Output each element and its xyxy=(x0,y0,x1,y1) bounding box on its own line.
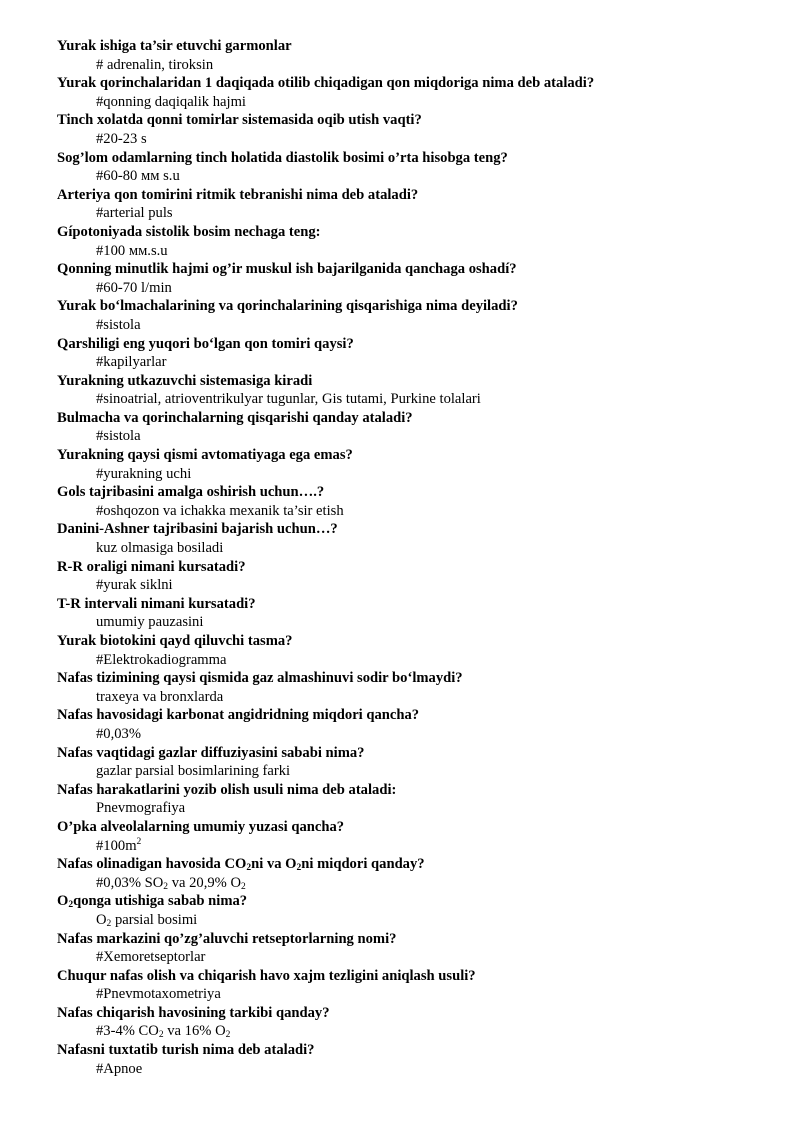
qa-item xyxy=(57,632,777,669)
question-text: Yurak boʻlmachalarining va qorinchalarining qisqarishiga nima deyiladi? xyxy=(57,298,518,315)
question-text: T-R intervali nimani kursatadi? xyxy=(57,595,256,612)
question-text: Bulmacha va qorinchalarning qisqarishi qanday ataladi? xyxy=(57,409,413,426)
answer-text: #sinoatrial, atrioventrikulyar tugunlar, Gis tutami, Purkine tolalari xyxy=(96,391,481,408)
qa-item xyxy=(57,1004,777,1041)
qa-item xyxy=(57,186,777,223)
question-text: Yurak qorinchalaridan 1 daqiqada otilib chiqadigan qon miqdoriga nima deb ataladi? xyxy=(57,75,595,92)
qa-item xyxy=(57,818,777,855)
answer-text: #oshqozon va ichakka mexanik ta’sir etish xyxy=(96,502,344,519)
answer-text: #Xemoretseptorlar xyxy=(96,949,206,966)
qa-item xyxy=(57,595,777,632)
answer-text: Pnevmografiya xyxy=(96,800,186,817)
question-text: Tinch xolatda qonni tomirlar sistemasida oqib utish vaqti? xyxy=(57,112,422,129)
answer-text: #yurakning uchi xyxy=(96,465,192,482)
answer-text: # adrenalin, tiroksin xyxy=(96,56,214,73)
question-text: R-R oraligi nimani kursatadi? xyxy=(57,558,246,575)
question-text: Yurakning utkazuvchi sistemasiga kiradi xyxy=(57,372,313,389)
qa-item xyxy=(57,37,777,74)
qa-item xyxy=(57,223,777,260)
question-text: Yurakning qaysi qismi avtomatiyaga ega emas? xyxy=(57,447,353,464)
answer-text: traxeya va bronxlarda xyxy=(96,688,224,705)
qa-item xyxy=(57,669,777,706)
answer-text: #qonning daqiqalik hajmi xyxy=(96,93,246,110)
qa-item xyxy=(57,744,777,781)
answer-text: #100 мм.s.u xyxy=(96,242,168,259)
question-text: Qarshiligi eng yuqori boʻlgan qon tomiri qaysi? xyxy=(57,335,354,352)
qa-item xyxy=(57,446,777,483)
answer-text: #yurak siklni xyxy=(96,577,173,594)
answer-text: #Pnevmotaxometriya xyxy=(96,986,221,1003)
question-text: Nafas havosidagi karbonat angidridning miqdori qancha? xyxy=(57,707,420,724)
qa-list xyxy=(57,37,777,1078)
question-text: Gípotoniyada sistolik bosim nechaga teng: xyxy=(57,223,321,240)
answer-text: kuz olmasiga bosiladi xyxy=(96,540,224,557)
question-text: Qonning minutlik hajmi og’ir muskul ish bajarilganida qanchaga oshadí? xyxy=(57,261,517,278)
answer-text: #60-80 мм s.u xyxy=(96,168,180,185)
answer-text: #sistola xyxy=(96,428,141,445)
qa-item xyxy=(57,855,777,892)
qa-item xyxy=(57,409,777,446)
question-text: Nafas harakatlarini yozib olish usuli nima deb ataladi: xyxy=(57,781,397,798)
question-text: Gols tajribasini amalga oshirish uchun….? xyxy=(57,484,325,501)
answer-text: #60-70 l/min xyxy=(96,279,172,296)
answer-text: #kapilyarlar xyxy=(96,354,167,371)
qa-item xyxy=(57,520,777,557)
answer-text: #3-4% $CO_2$ va 16% $O_2$ xyxy=(96,1023,231,1041)
question-text: Yurak ishiga ta’sir etuvchi garmonlar xyxy=(57,38,292,54)
qa-item xyxy=(57,781,777,818)
qa-item xyxy=(57,930,777,967)
qa-item xyxy=(57,483,777,520)
question-text: Nafas olinadigan havosida $CO_2ni$ va $O_2ni$ miqdori qanday? xyxy=(57,856,425,874)
answer-text: #arterial puls xyxy=(96,205,173,222)
question-text: Sog’lom odamlarning tinch holatida diastolik bosimi o’rta hisobga teng? xyxy=(57,149,508,166)
answer-text: #0,03% xyxy=(96,725,141,742)
qa-item xyxy=(57,967,777,1004)
qa-item xyxy=(57,372,777,409)
qa-item xyxy=(57,706,777,743)
question-text: Yurak biotokini qayd qiluvchi tasma? xyxy=(57,633,293,649)
qa-item xyxy=(57,297,777,334)
answer-text: #Elektrokadiogramma xyxy=(96,651,227,668)
question-text: Nafas chiqarish havosining tarkibi qanday? xyxy=(57,1004,330,1021)
qa-item xyxy=(57,74,777,111)
answer-text: umumiy pauzasini xyxy=(96,614,204,631)
answer-text: #Apnoe xyxy=(96,1060,143,1077)
question-text: Nafas vaqtidagi gazlar diffuziyasini sababi nima? xyxy=(57,744,365,761)
question-text: Danini-Ashner tajribasini bajarish uchun…? xyxy=(57,521,338,538)
qa-item xyxy=(57,558,777,595)
question-text: Arteriya qon tomirini ritmik tebranishi nima deb ataladi? xyxy=(57,186,419,203)
qa-item xyxy=(57,260,777,297)
answer-text: #0,03% $SO_2$ va 20,9% $O_2$ xyxy=(96,874,246,892)
question-text: Nafas markazini qo’zg’aluvchi retseptorlarning nomi? xyxy=(57,930,397,947)
answer-text: $\#100m^2$ xyxy=(96,836,142,854)
question-text: $O_2qonga$ utishiga sabab nima? xyxy=(57,893,248,911)
answer-text: $O_2$ parsial bosimi xyxy=(96,911,198,929)
question-text: Nafas tizimining qaysi qismida gaz almashinuvi sodir boʻlmaydi? xyxy=(57,670,463,687)
question-text: Nafasni tuxtatib turish nima deb ataladi? xyxy=(57,1042,315,1059)
answer-text: gazlar parsial bosimlarining farki xyxy=(96,763,291,780)
qa-item xyxy=(57,335,777,372)
qa-item xyxy=(57,149,777,186)
qa-item xyxy=(57,111,777,148)
qa-item xyxy=(57,1041,777,1078)
qa-item xyxy=(57,892,777,929)
answer-text: #20-23 s xyxy=(96,130,147,147)
question-text: Chuqur nafas olish va chiqarish havo xajm tezligini aniqlash usuli? xyxy=(57,967,476,984)
answer-text: #sistola xyxy=(96,316,141,333)
question-text: O’pka alveolalarning umumiy yuzasi qancha? xyxy=(57,818,345,835)
